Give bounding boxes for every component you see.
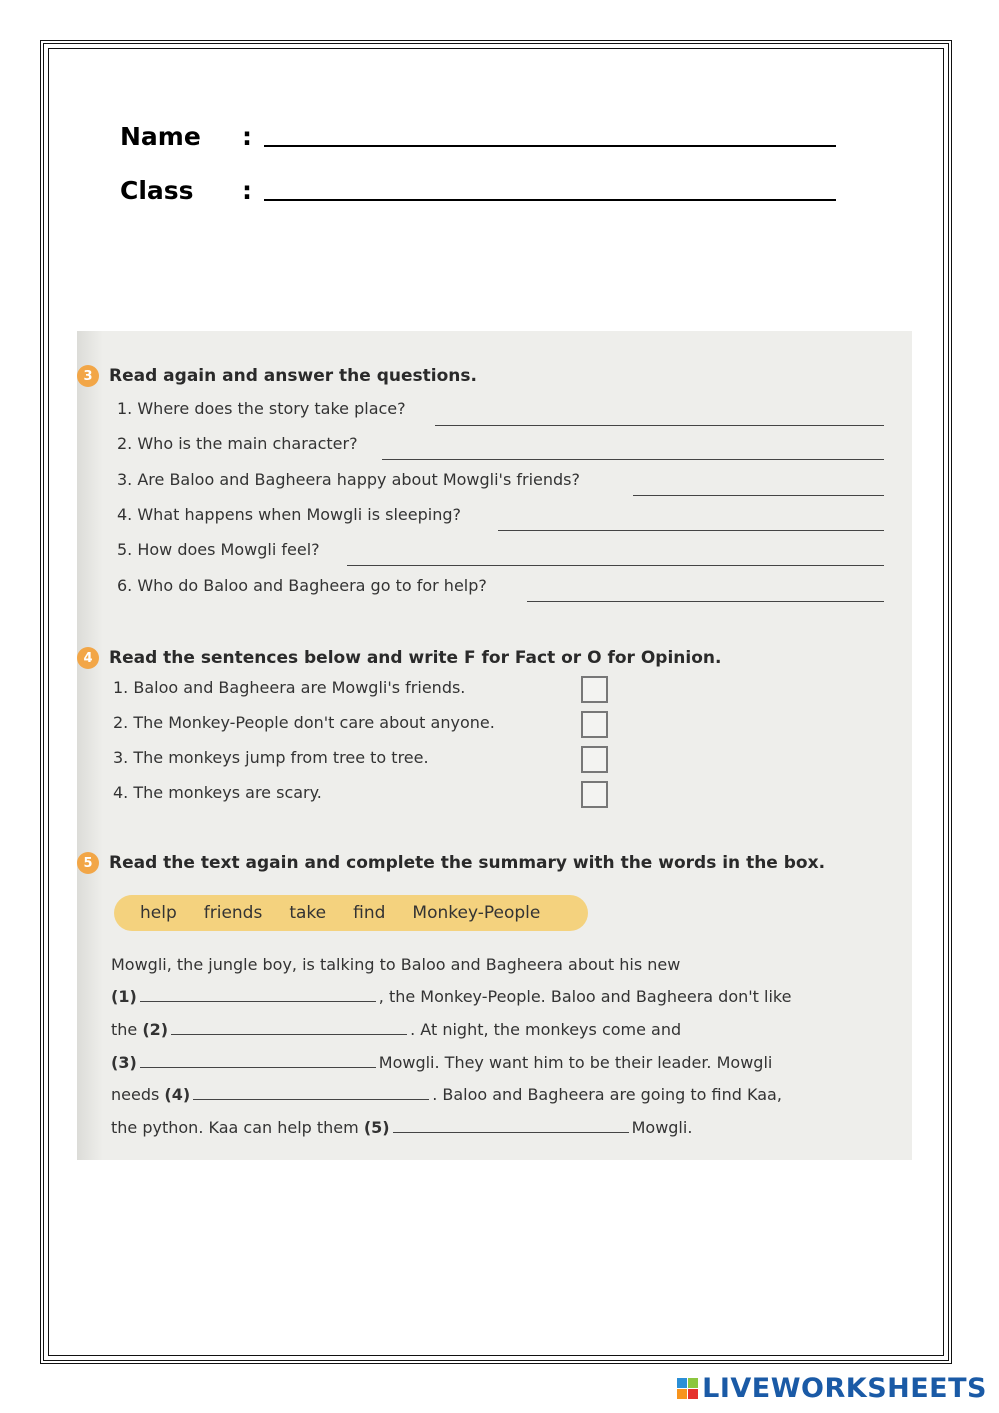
summary-text-4: Mowgli. They want him to be their leader. Mowgli — [378, 1053, 773, 1072]
section4-answer-box-1[interactable] — [581, 676, 608, 703]
section3-heading — [83, 365, 477, 387]
section4-title: Read the sentences below and write F for Fact or O for Opinion. — [109, 648, 722, 668]
name-input-line[interactable] — [264, 145, 836, 147]
summary-line-6 — [111, 1118, 692, 1137]
summary-text-6a: the python. Kaa can help them — [111, 1118, 359, 1137]
section3-badge: 3 — [77, 365, 99, 387]
scan-shadow — [77, 331, 103, 1160]
worksheet-scan — [77, 331, 912, 1160]
section3-answer-line-3[interactable] — [633, 495, 884, 496]
summary-text-3b: . At night, the monkeys come and — [410, 1020, 682, 1039]
section4-answer-box-3[interactable] — [581, 746, 608, 773]
name-label: Name — [120, 122, 201, 151]
name-field — [120, 122, 836, 151]
summary-blank-1[interactable] — [140, 1001, 376, 1002]
class-field — [120, 176, 836, 205]
section3-question-1: 1. Where does the story take place? — [117, 399, 406, 418]
word-box — [114, 895, 588, 931]
section3-answer-line-2[interactable] — [382, 459, 884, 460]
section5-heading — [83, 852, 826, 874]
blank-number-3: (3) — [111, 1053, 137, 1072]
section4-sentence-3: 3. The monkeys jump from tree to tree. — [113, 748, 429, 767]
section4-sentence-2: 2. The Monkey-People don't care about anyone. — [113, 713, 495, 732]
section3-question-2: 2. Who is the main character? — [117, 434, 358, 453]
section3-title: Read again and answer the questions. — [109, 366, 477, 386]
section3-question-4: 4. What happens when Mowgli is sleeping? — [117, 505, 461, 524]
section3-answer-line-4[interactable] — [498, 530, 884, 531]
summary-blank-3[interactable] — [140, 1067, 376, 1068]
word-monkey-people: Monkey-People — [412, 903, 541, 923]
summary-blank-5[interactable] — [393, 1132, 629, 1133]
summary-line-1 — [111, 955, 680, 974]
summary-text-1: Mowgli, the jungle boy, is talking to Baloo and Bagheera about his new — [111, 955, 681, 974]
blank-number-4: (4) — [164, 1085, 191, 1104]
word-find: find — [353, 903, 386, 923]
class-label: Class — [120, 176, 194, 205]
section5-title: Read the text again and complete the summary with the words in the box. — [109, 853, 826, 873]
section4-sentence-4: 4. The monkeys are scary. — [113, 783, 322, 802]
section3-question-6: 6. Who do Baloo and Bagheera go to for help? — [117, 576, 487, 595]
class-input-line[interactable] — [264, 199, 836, 201]
section3-answer-line-5[interactable] — [347, 565, 884, 566]
section3-answer-line-6[interactable] — [527, 601, 884, 602]
section4-heading — [83, 647, 722, 669]
logo-text: LIVEWORKSHEETS — [702, 1373, 987, 1404]
word-help: help — [140, 903, 177, 923]
section3-question-5: 5. How does Mowgli feel? — [117, 540, 320, 559]
section3-question-3: 3. Are Baloo and Bagheera happy about Mowgli's friends? — [117, 470, 580, 489]
logo-icon — [677, 1378, 698, 1399]
summary-line-3 — [111, 1020, 681, 1039]
name-colon: : — [242, 122, 252, 151]
section4-sentence-1: 1. Baloo and Bagheera are Mowgli's friends. — [113, 678, 466, 697]
word-friends: friends — [203, 903, 263, 923]
summary-text-3a: the — [111, 1020, 138, 1039]
summary-text-5a: needs — [111, 1085, 160, 1104]
section5-badge: 5 — [77, 852, 99, 874]
liveworksheets-logo[interactable] — [677, 1373, 987, 1404]
summary-line-2 — [111, 987, 791, 1006]
summary-line-5 — [111, 1085, 782, 1104]
class-colon: : — [242, 176, 252, 205]
summary-text-2: , the Monkey-People. Baloo and Bagheera don't like — [378, 987, 792, 1006]
word-take: take — [289, 903, 327, 923]
blank-number-5: (5) — [363, 1118, 390, 1137]
section4-answer-box-2[interactable] — [581, 711, 608, 738]
summary-line-4 — [111, 1053, 772, 1072]
summary-blank-2[interactable] — [171, 1034, 407, 1035]
summary-blank-4[interactable] — [193, 1099, 429, 1100]
section4-answer-box-4[interactable] — [581, 781, 608, 808]
blank-number-2: (2) — [142, 1020, 169, 1039]
section3-answer-line-1[interactable] — [435, 425, 884, 426]
summary-text-5b: . Baloo and Bagheera are going to find Kaa, — [432, 1085, 782, 1104]
section4-badge: 4 — [77, 647, 99, 669]
summary-text-6b: Mowgli. — [631, 1118, 693, 1137]
blank-number-1: (1) — [111, 987, 137, 1006]
